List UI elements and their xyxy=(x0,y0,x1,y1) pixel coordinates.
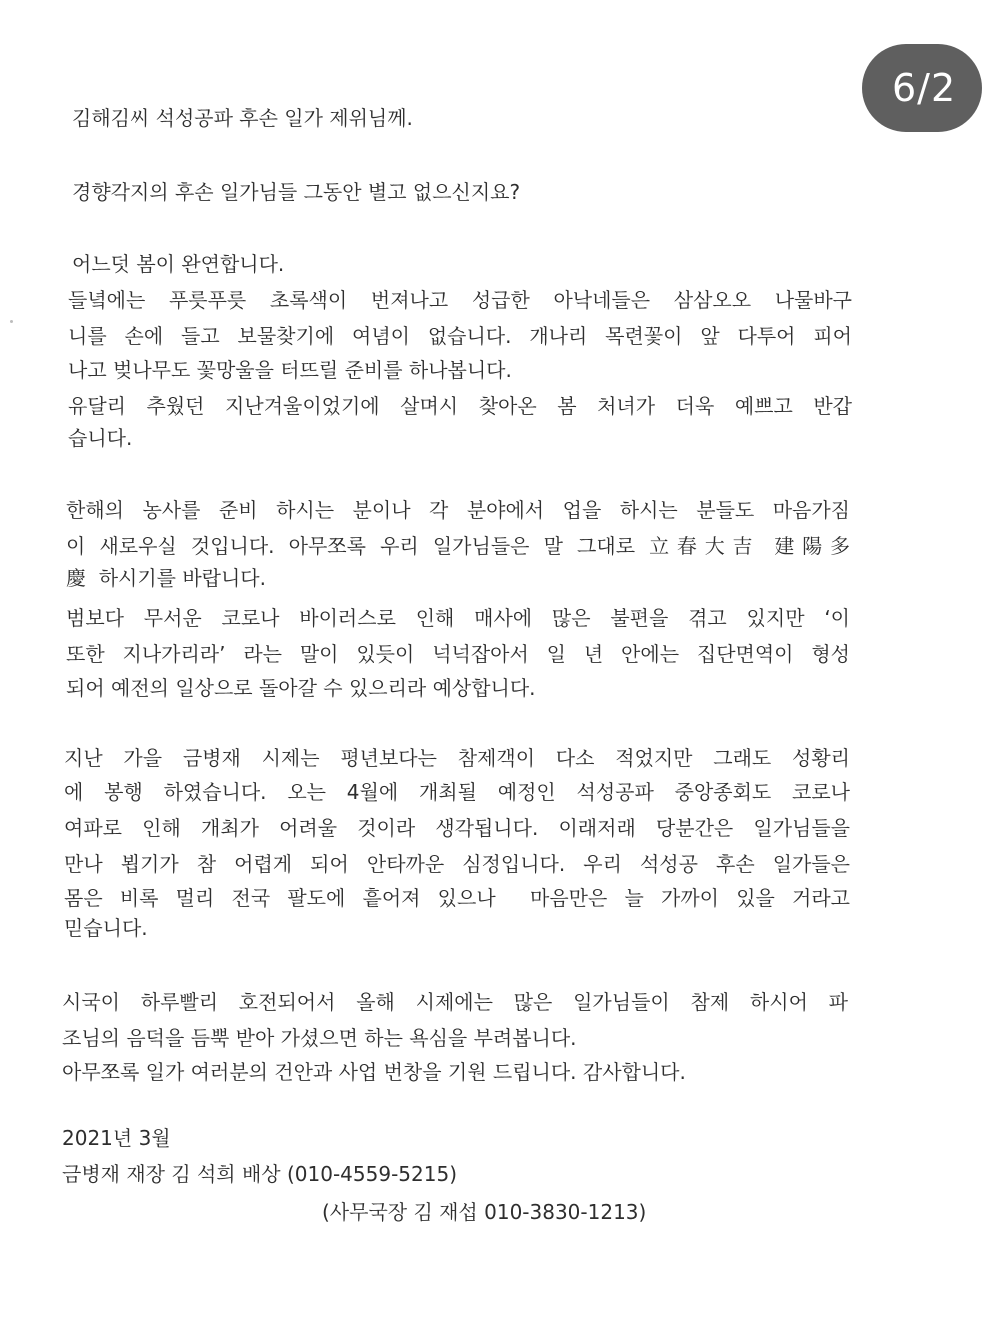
paragraph-4-line: 시국이 하루빨리 호전되어서 올해 시제에는 많은 일가님들이 참제 하시어 파 xyxy=(62,990,848,1014)
paragraph-1-line: 나고 벚나무도 꽃망울을 터뜨릴 준비를 하나봅니다. xyxy=(68,358,512,382)
paragraph-1-line: 습니다. xyxy=(68,426,133,450)
paragraph-2-line: 되어 예전의 일상으로 돌아갈 수 있으리라 예상합니다. xyxy=(66,676,536,700)
secretary-contact: (사무국장 김 재섭 010-3830-1213) xyxy=(322,1200,647,1224)
letter-signature: 금병재 재장 김 석희 배상 (010-4559-5215) xyxy=(62,1162,457,1186)
greeting: 경향각지의 후손 일가님들 그동안 별고 없으신지요? xyxy=(72,180,521,204)
paragraph-4-line: 아무쪼록 일가 여러분의 건안과 사업 번창을 기원 드립니다. 감사합니다. xyxy=(62,1060,686,1084)
paragraph-2-line: 범보다 무서운 코로나 바이러스로 인해 매사에 많은 불편을 겪고 있지만 ‘이 xyxy=(66,606,850,630)
scan-speck xyxy=(10,320,13,323)
paragraph-4-line: 조님의 음덕을 듬뿍 받아 가셨으면 하는 욕심을 부려봅니다. xyxy=(62,1026,577,1050)
paragraph-3-line: 지난 가을 금병재 시제는 평년보다는 참제객이 다소 적었지만 그래도 성황리 xyxy=(64,746,850,770)
paragraph-1-line: 들녘에는 푸릇푸릇 초록색이 번져나고 성급한 아낙네들은 삼삼오오 나물바구 xyxy=(68,288,852,312)
paragraph-1-line: 어느덧 봄이 완연합니다. xyxy=(72,252,285,276)
paragraph-3-line: 에 봉행 하였습니다. 오는 4월에 개최될 예정인 석성공파 중앙종회도 코로나 xyxy=(64,780,850,804)
page-counter-badge: 6/2 xyxy=(862,44,982,132)
paragraph-1-line: 니를 손에 들고 보물찾기에 여념이 없습니다. 개나리 목련꽃이 앞 다투어 피어 xyxy=(68,324,852,348)
paragraph-3-line: 만나 뵙기가 참 어렵게 되어 안타까운 심정입니다. 우리 석성공 후손 일가들은 xyxy=(64,852,850,876)
paragraph-2-line: 이 새로우실 것입니다. 아무쪼록 우리 일가님들은 말 그대로 立春大吉 建陽多 xyxy=(66,534,850,558)
paragraph-1-line: 유달리 추웠던 지난겨울이었기에 살며시 찾아온 봄 처녀가 더욱 예쁘고 반갑 xyxy=(68,394,852,418)
paragraph-3-line: 믿습니다. xyxy=(64,916,148,940)
paragraph-2-line: 한해의 농사를 준비 하시는 분이나 각 분야에서 업을 하시는 분들도 마음가짐 xyxy=(66,498,850,522)
salutation: 김해김씨 석성공파 후손 일가 제위님께. xyxy=(72,106,413,130)
paragraph-3-line: 여파로 인해 개최가 어려울 것이라 생각됩니다. 이래저래 당분간은 일가님들을 xyxy=(64,816,850,840)
paragraph-2-line: 慶 하시기를 바랍니다. xyxy=(66,566,266,590)
paragraph-3-line: 몸은 비록 멀리 전국 팔도에 흩어져 있으나 마음만은 늘 가까이 있을 거라고 xyxy=(64,886,850,910)
paragraph-2-line: 또한 지나가리라’ 라는 말이 있듯이 넉넉잡아서 일 년 안에는 집단면역이 형성 xyxy=(66,642,850,666)
letter-date: 2021년 3월 xyxy=(62,1126,171,1150)
